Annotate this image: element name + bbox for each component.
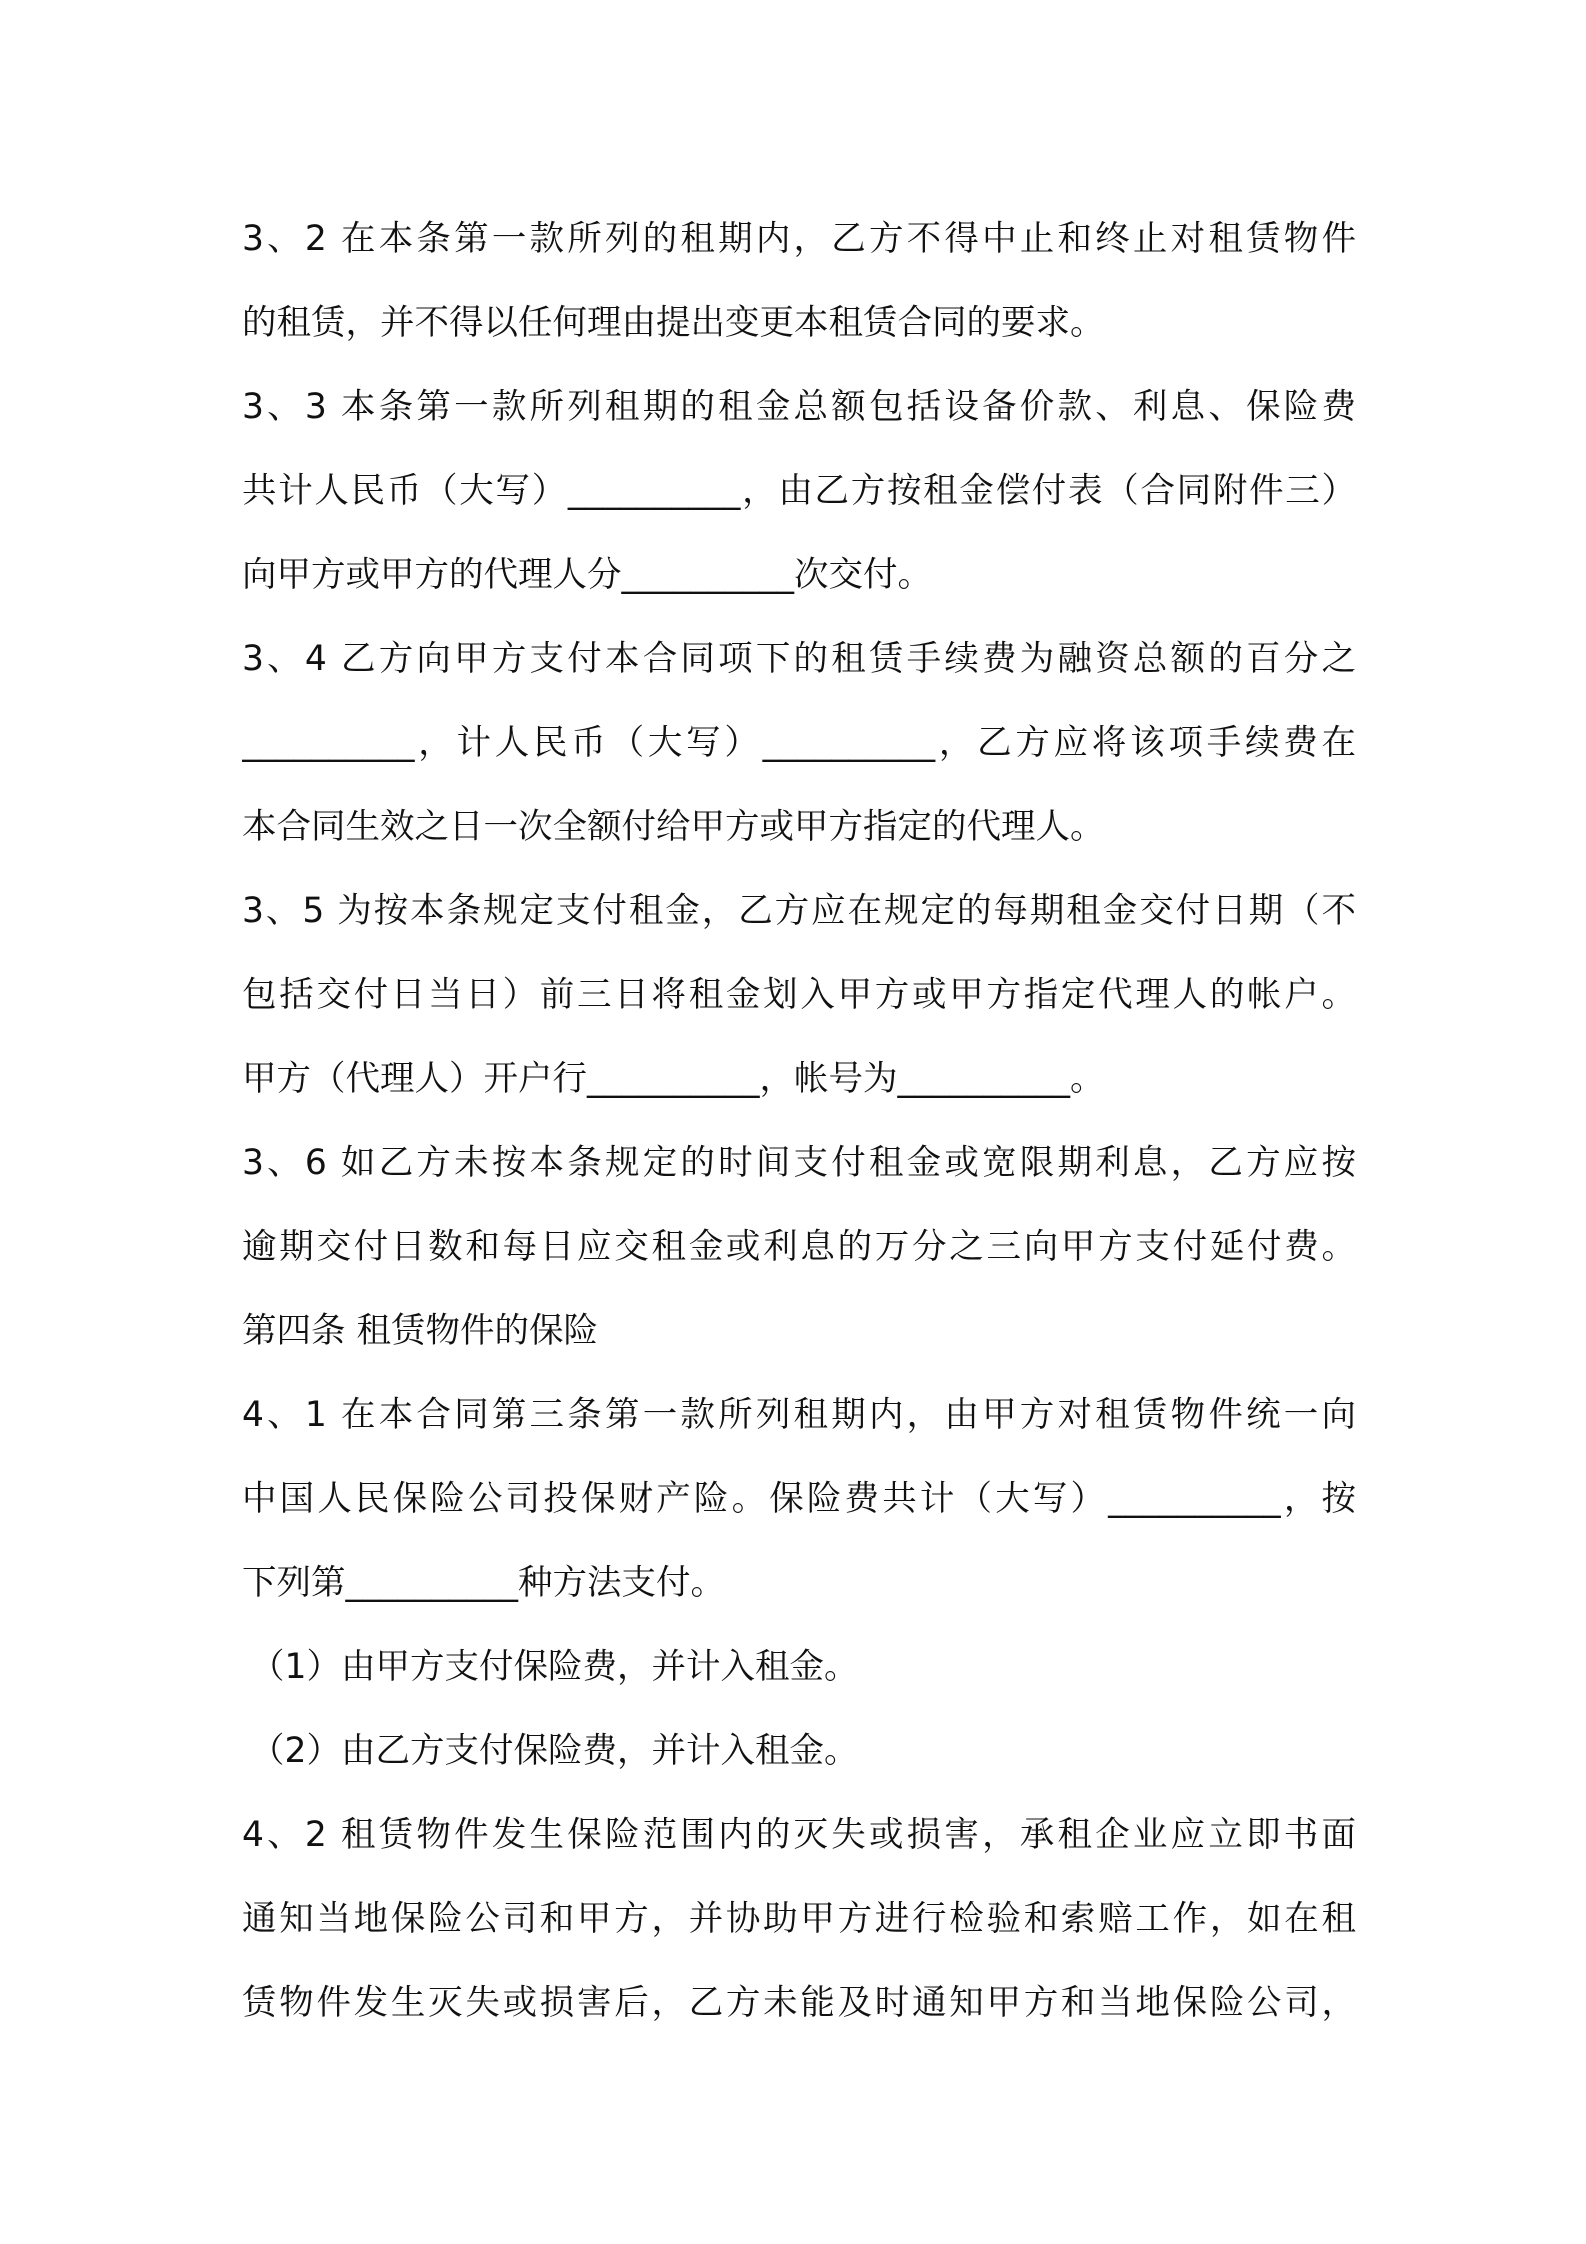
- clause-3-4-line-2: __________，计人民币（大写）__________，乙方应将该项手续费在: [242, 723, 1356, 763]
- clause-3-4-line-3: 本合同生效之日一次全额付给甲方或甲方指定的代理人。: [242, 807, 1105, 847]
- clause-4-1-line-3: 下列第__________种方法支付。: [242, 1563, 725, 1603]
- clause-4-1-line-1: 4、1 在本合同第三条第一款所列租期内，由甲方对租赁物件统一向: [242, 1395, 1356, 1435]
- clause-4-2-line-2: 通知当地保险公司和甲方，并协助甲方进行检验和索赔工作，如在租: [242, 1899, 1356, 1939]
- clause-3-2-line-1: 3、2 在本条第一款所列的租期内，乙方不得中止和终止对租赁物件: [242, 219, 1356, 259]
- clause-3-5-line-3: 甲方（代理人）开户行__________，帐号为__________。: [242, 1059, 1105, 1099]
- clause-3-6-line-1: 3、6 如乙方未按本条规定的时间支付租金或宽限期利息，乙方应按: [242, 1143, 1356, 1183]
- clause-4-1-option-2: （2）由乙方支付保险费，并计入租金。: [250, 1731, 859, 1771]
- contract-text-body: [242, 197, 1356, 2045]
- clause-3-3-line-1: 3、3 本条第一款所列租期的租金总额包括设备价款、利息、保险费: [242, 387, 1356, 427]
- clause-3-2-line-2: 的租赁，并不得以任何理由提出变更本租赁合同的要求。: [242, 303, 1105, 343]
- clause-3-4-line-1: 3、4 乙方向甲方支付本合同项下的租赁手续费为融资总额的百分之: [242, 639, 1356, 679]
- clause-3-3-line-2: 共计人民币（大写）__________，由乙方按租金偿付表（合同附件三）: [242, 471, 1356, 511]
- clause-4-2-line-1: 4、2 租赁物件发生保险范围内的灭失或损害，承租企业应立即书面: [242, 1815, 1356, 1855]
- clause-4-1-option-1: （1）由甲方支付保险费，并计入租金。: [250, 1647, 859, 1687]
- clause-3-6-line-2: 逾期交付日数和每日应交租金或利息的万分之三向甲方支付延付费。: [242, 1227, 1356, 1267]
- clause-3-3-line-3: 向甲方或甲方的代理人分__________次交付。: [242, 555, 932, 595]
- clause-4-1-line-2: 中国人民保险公司投保财产险。保险费共计（大写）__________，按: [242, 1479, 1356, 1519]
- clause-3-5-line-2: 包括交付日当日）前三日将租金划入甲方或甲方指定代理人的帐户。: [242, 975, 1356, 1015]
- clause-4-2-line-3: 赁物件发生灭失或损害后，乙方未能及时通知甲方和当地保险公司，: [242, 1983, 1356, 2023]
- clause-3-5-line-1: 3、5 为按本条规定支付租金，乙方应在规定的每期租金交付日期（不: [242, 891, 1356, 931]
- article-4-heading: 第四条 租赁物件的保险: [242, 1311, 598, 1351]
